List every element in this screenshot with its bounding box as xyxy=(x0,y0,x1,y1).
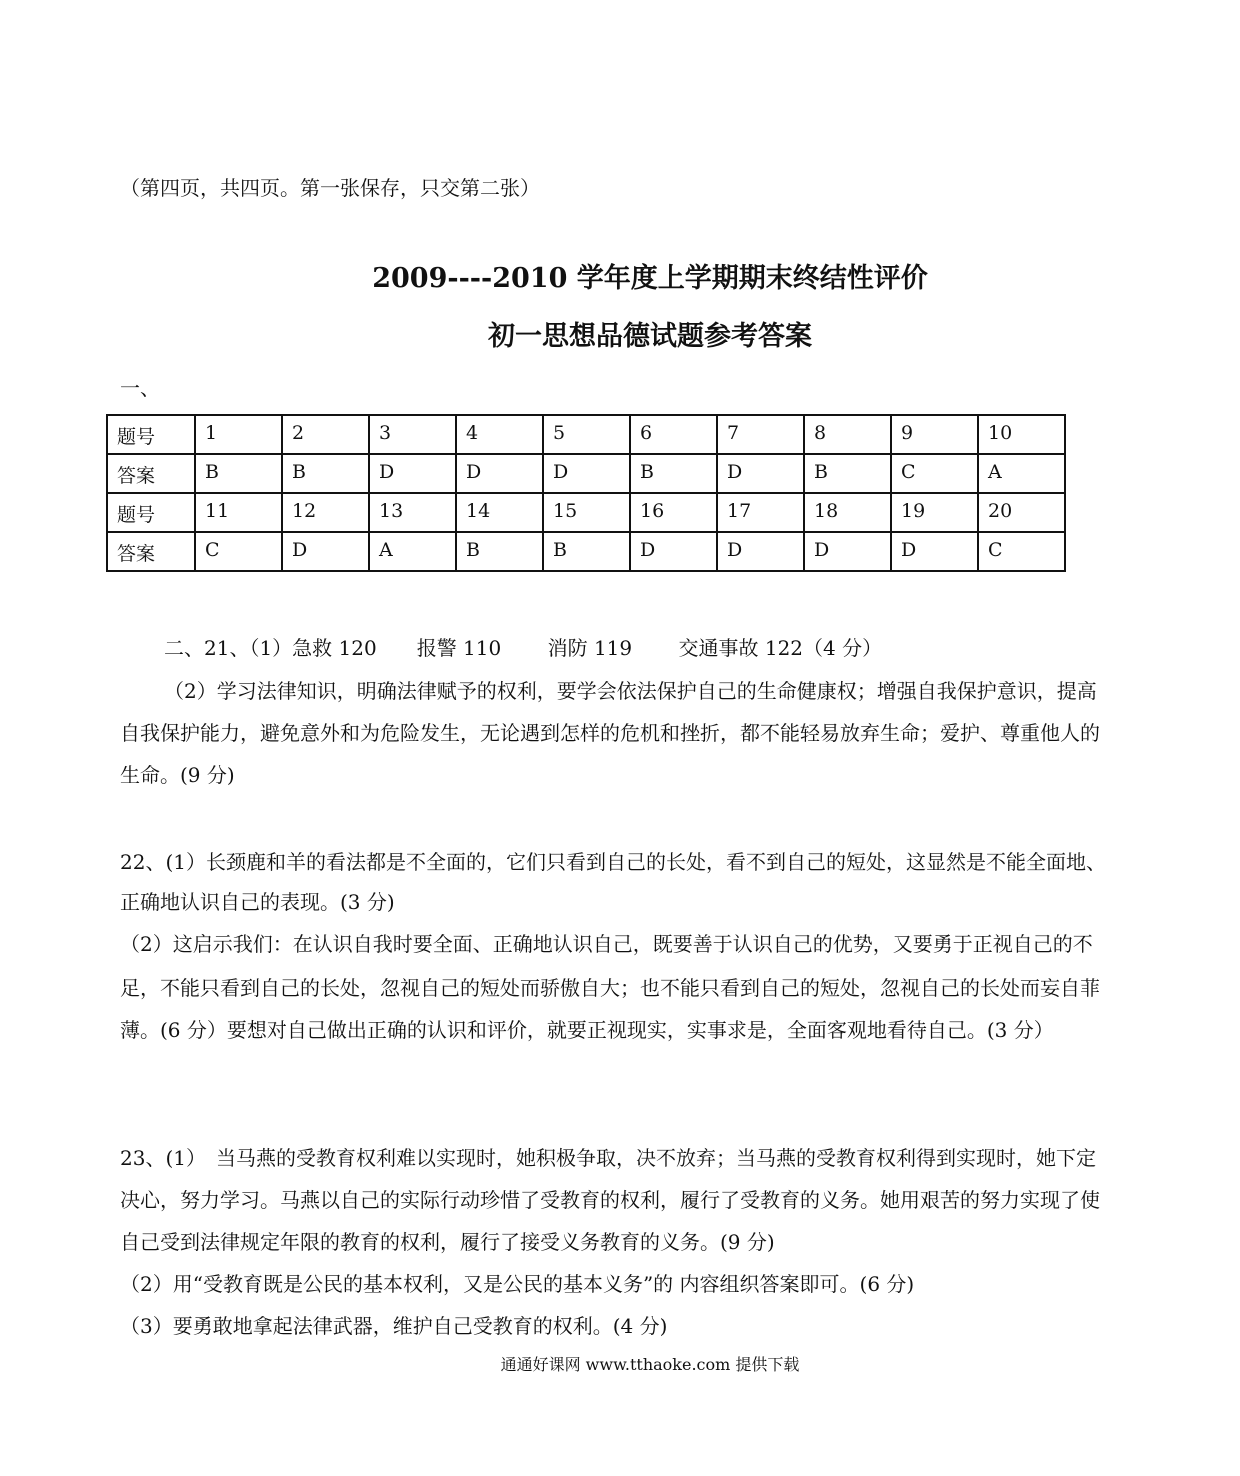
table-cell: D xyxy=(717,454,804,493)
table-cell: D xyxy=(630,532,717,571)
table-cell: B xyxy=(282,454,369,493)
q22-line-1: 22、(1）长颈鹿和羊的看法都是不全面的，它们只看到自己的长处，看不到自己的短处，这显然是不能全面地、 xyxy=(120,850,1106,874)
table-cell: B xyxy=(543,532,630,571)
q21-line-1: 二、21、（1）急救 120 报警 110 消防 119 交通事故 122（4 分） xyxy=(164,636,883,660)
q23-line-5: （3）要勇敢地拿起法律武器，维护自己受教育的权利。(4 分) xyxy=(120,1314,668,1338)
table-cell: B xyxy=(630,454,717,493)
table-cell: 12 xyxy=(282,493,369,532)
table-cell: 10 xyxy=(978,415,1065,454)
table-row-header-cell: 答案 xyxy=(107,532,195,571)
table-cell: 3 xyxy=(369,415,456,454)
table-row-header-cell: 题号 xyxy=(107,415,195,454)
q23-line-3: 自己受到法律规定年限的教育的权利，履行了接受义务教育的义务。(9 分) xyxy=(120,1230,775,1254)
table-cell: 16 xyxy=(630,493,717,532)
table-cell: 13 xyxy=(369,493,456,532)
q21-line-4: 生命。(9 分) xyxy=(120,763,235,787)
table-cell: 2 xyxy=(282,415,369,454)
table-cell: D xyxy=(369,454,456,493)
table-row xyxy=(107,415,1065,454)
table-cell: D xyxy=(282,532,369,571)
table-cell: B xyxy=(804,454,891,493)
table-cell: 5 xyxy=(543,415,630,454)
table-cell: 17 xyxy=(717,493,804,532)
table-cell: 6 xyxy=(630,415,717,454)
table-cell: C xyxy=(195,532,282,571)
q23-line-1: 23、(1） 当马燕的受教育权利难以实现时，她积极争取，决不放弃；当马燕的受教育权利得到实现时，她下定 xyxy=(120,1146,1096,1170)
table-cell: C xyxy=(978,532,1065,571)
table-cell: 14 xyxy=(456,493,543,532)
answer-table xyxy=(106,414,1066,572)
table-row-header-cell: 答案 xyxy=(107,454,195,493)
table-cell: A xyxy=(369,532,456,571)
table-row xyxy=(107,493,1065,532)
title-line-2: 初一思想品德试题参考答案 xyxy=(488,321,812,352)
footer-credit: 通通好课网 www.tthaoke.com 提供下载 xyxy=(500,1355,800,1374)
q22-line-4: 足，不能只看到自己的长处，忽视自己的短处而骄傲自大；也不能只看到自己的短处，忽视自己的长处而妄自菲 xyxy=(120,976,1100,1000)
table-row xyxy=(107,454,1065,493)
table-cell: B xyxy=(456,532,543,571)
table-cell: 19 xyxy=(891,493,978,532)
table-cell: 11 xyxy=(195,493,282,532)
table-cell: B xyxy=(195,454,282,493)
table-cell: D xyxy=(456,454,543,493)
table-cell: 20 xyxy=(978,493,1065,532)
q23-line-4: （2）用“受教育既是公民的基本权利，又是公民的基本义务”的 内容组织答案即可。(6 分) xyxy=(120,1272,915,1296)
section-1-label: 一、 xyxy=(120,376,160,400)
table-cell: D xyxy=(891,532,978,571)
table-cell: 8 xyxy=(804,415,891,454)
q23-line-2: 决心，努力学习。马燕以自己的实际行动珍惜了受教育的权利，履行了受教育的义务。她用艰苦的努力实现了使 xyxy=(120,1188,1100,1212)
header-note: （第四页，共四页。第一张保存，只交第二张） xyxy=(120,176,540,200)
q22-line-2: 正确地认识自己的表现。(3 分) xyxy=(120,890,395,914)
q21-line-2: （2）学习法律知识，明确法律赋予的权利，要学会依法保护自己的生命健康权；增强自我保护意识，提高 xyxy=(164,679,1097,703)
title-line-1: 2009----2010 学年度上学期期末终结性评价 xyxy=(372,263,928,294)
table-cell: D xyxy=(804,532,891,571)
q21-line-3: 自我保护能力，避免意外和为危险发生，无论遇到怎样的危机和挫折，都不能轻易放弃生命；爱护、尊重他人的 xyxy=(120,721,1100,745)
table-cell: D xyxy=(717,532,804,571)
q22-line-5: 薄。(6 分）要想对自己做出正确的认识和评价，就要正视现实，实事求是，全面客观地看待自己。(3 分） xyxy=(120,1018,1054,1042)
table-row xyxy=(107,532,1065,571)
table-cell: 7 xyxy=(717,415,804,454)
table-cell: C xyxy=(891,454,978,493)
table-cell: 1 xyxy=(195,415,282,454)
table-row-header-cell: 题号 xyxy=(107,493,195,532)
answer-table-body xyxy=(107,415,1065,571)
table-cell: 18 xyxy=(804,493,891,532)
table-cell: 15 xyxy=(543,493,630,532)
table-cell: A xyxy=(978,454,1065,493)
table-cell: 4 xyxy=(456,415,543,454)
q22-line-3: （2）这启示我们：在认识自我时要全面、正确地认识自己，既要善于认识自己的优势，又要勇于正视自己的不 xyxy=(120,932,1093,956)
table-cell: D xyxy=(543,454,630,493)
table-cell: 9 xyxy=(891,415,978,454)
